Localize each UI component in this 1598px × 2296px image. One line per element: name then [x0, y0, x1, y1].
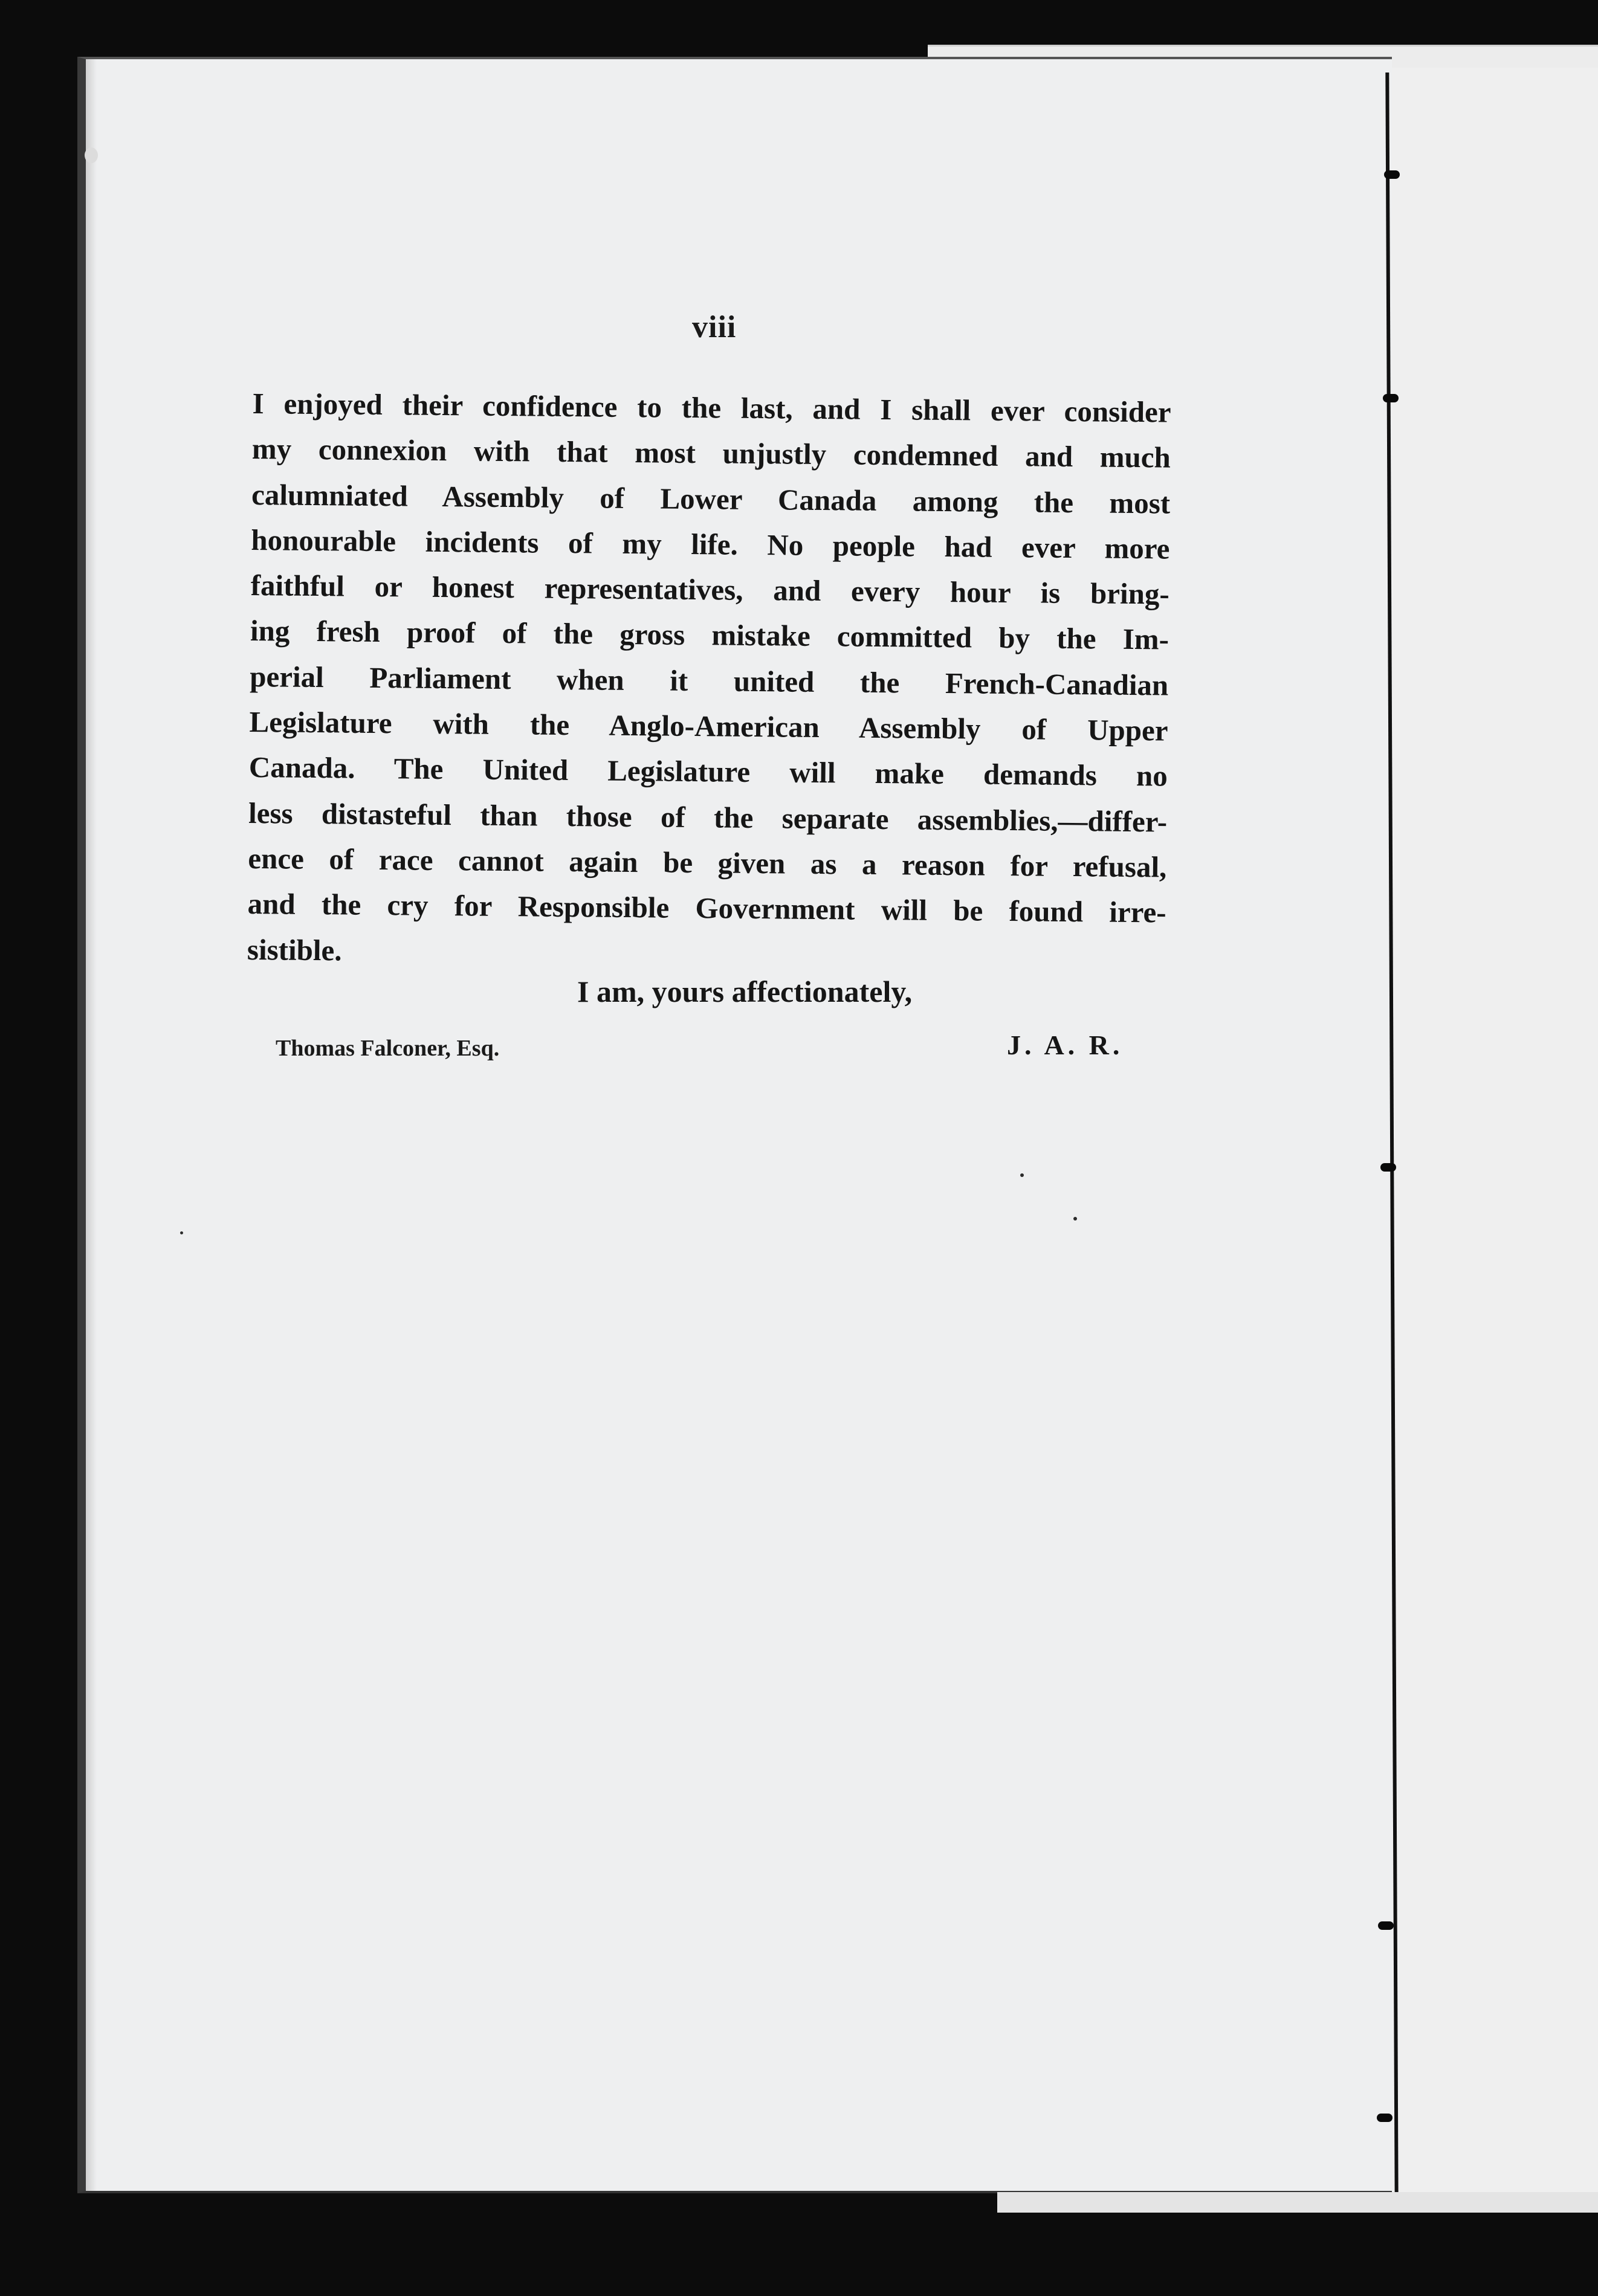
body-line: sistible.: [247, 932, 342, 967]
body-line: and the cry for Responsible Government will be found irre-: [247, 887, 1166, 929]
scan-speck: [85, 147, 98, 163]
binding-stitch: [1384, 170, 1400, 179]
next-sheet-edge-bottom: [997, 2192, 1598, 2213]
body-line: faithful or honest representatives, and every hour is bring-: [250, 569, 1169, 611]
scan-speck: [1073, 1217, 1077, 1221]
letter-signature: J. A. R.: [1007, 1030, 1124, 1060]
binding-stitch: [1377, 2114, 1393, 2122]
body-line: I enjoyed their confidence to the last, and I shall ever consider: [252, 386, 1171, 429]
scan-speck: [1020, 1173, 1024, 1177]
body-line: less distasteful than those of the separate assemblies,—differ-: [248, 796, 1168, 839]
body-paragraph: [247, 381, 1171, 981]
body-line: Legislature with the Anglo-American Assembly of Upper: [249, 705, 1168, 747]
body-line: perial Parliament when it united the French-Canadian: [250, 659, 1169, 702]
document-page: [77, 57, 1392, 2193]
letter-closing: I am, yours affectionately,: [577, 975, 913, 1008]
adjacent-page: [1392, 68, 1598, 2192]
scan-speck: [180, 1231, 183, 1234]
body-line: Canada. The United Legislature will make demands no: [248, 750, 1168, 793]
binding-stitch: [1380, 1163, 1396, 1172]
body-line: ing fresh proof of the gross mistake committed by the Im-: [250, 614, 1169, 657]
binding-stitch: [1383, 394, 1399, 402]
page-edge-shadow: [86, 59, 97, 2191]
binding-stitch: [1378, 1921, 1394, 1930]
body-line: ence of race cannot again be given as a reason for refusal,: [248, 841, 1167, 884]
body-line: honourable incidents of my life. No people had ever more: [251, 523, 1170, 566]
letter-addressee: Thomas Falconer, Esq.: [276, 1036, 500, 1061]
page-number: viii: [692, 310, 737, 344]
body-line: calumniated Assembly of Lower Canada among the most: [251, 477, 1171, 520]
body-line: my connexion with that most unjustly condemned and much: [251, 432, 1171, 474]
